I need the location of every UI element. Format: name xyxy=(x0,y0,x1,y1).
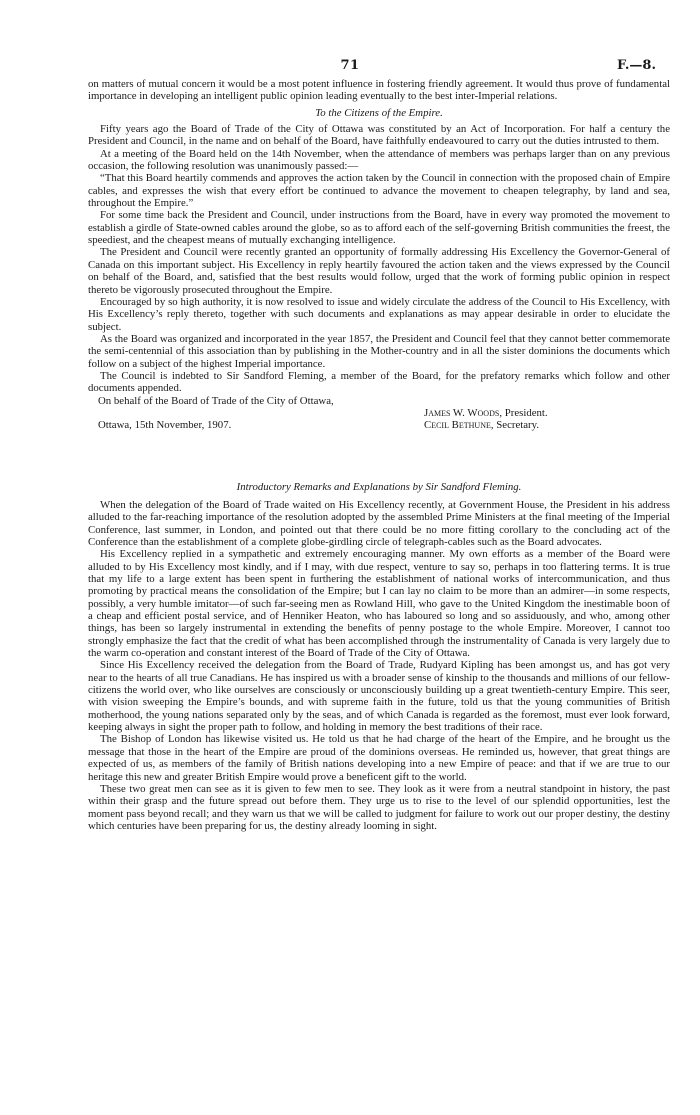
section-heading-citizens: To the Citizens of the Empire. xyxy=(315,106,443,119)
page-number: 71 xyxy=(340,58,360,73)
signatory-president: James W. Woods, President. xyxy=(424,406,548,419)
paragraph: As the Board was organized and incorporated in the year 1857, the President and Council feel that they cannot better commemorate the semi-centennial of this association than by publishing in the Mother-country and in all the sister dominions the documents which follow on a subject of the highest Imperial importance. xyxy=(88,332,670,370)
paragraph: on matters of mutual concern it would be a most potent influence in fostering friendly agreement. It would thus prove of fundamental importance in developing an intelligent public opinion leading eventually to the best inter-Imperial relations. xyxy=(88,78,670,103)
signatory-name: James W. Woods xyxy=(424,406,500,419)
paragraph: When the delegation of the Board of Trade waited on His Excellency recently, at Government House, the President in his address alluded to the far-reaching importance of the resolution adopted by the assembled Prime Ministers at the final meeting of the Imperial Conference, last summer, in London, and pointed out that there could be no more fitting corollary to the concluding act of the Conference than the establishment of a complete globe-girdling circle of telegraph-cables such as the Board advocates. xyxy=(88,498,670,548)
section-heading-introductory: Introductory Remarks and Explanations by Sir Sandford Fleming. xyxy=(236,480,522,493)
paragraph: The Council is indebted to Sir Sandford Fleming, a member of the Board, for the prefatory remarks which follow and other documents appended. xyxy=(88,369,670,395)
paragraph: These two great men can see as it is given to few men to see. They look as it were from a neutral standpoint in history, the past within their grasp and the future spread out before them. They urge us to rise to the level of our splendid opportunities, lest the moment pass beyond recall; and they warn us that we will be called to judgment for failure to work out our proper destiny, the destiny which centuries have been preparing for us, the destiny already looming in sight. xyxy=(88,782,670,832)
signatory-role: Secretary. xyxy=(496,419,540,432)
document-id: F.—8. xyxy=(616,58,656,73)
signatory-role: President. xyxy=(504,406,548,419)
place-date: Ottawa, 15th November, 1907. xyxy=(98,418,232,431)
signatories xyxy=(424,407,548,432)
on-behalf-line: On behalf of the Board of Trade of the City of Ottawa, xyxy=(98,394,334,407)
signatory-name: Cecil Bethune xyxy=(424,419,491,432)
paragraph: His Excellency replied in a sympathetic and extremely encouraging manner. My own efforts as a member of the Board were alluded to by His Excellency most kindly, and if I may, with due respect, venture to say so, perhaps in too flattering terms. It is true that my life to a large extent has been spent in furthering the establishment of national works of intercommunication, and thus promoting by practical means the consolidation of the Empire; but I can lay no claim to be more than an admirer—in some respects, possibly, a very humble imitator—of such far-seeing men as Rowland Hill, who gave to the United Kingdom the inestimable boon of a cheap and efficient postal service, and of Henniker Heaton, who has laboured so long and so assiduously, and who, among other things, has been so largely instrumental in extending the benefits of penny postage to the whole Empire. Moreover, I cannot too strongly emphasize the fact that the credit of what has been accomplished through the instrumentality of Canada is very largely due to the warm co-operation and constant interest of the Board of Trade of the City of Ottawa. xyxy=(88,548,670,660)
paragraph: The President and Council were recently granted an opportunity of formally addressing His Excellency the Governor-General of Canada on this important subject. His Excellency in reply heartily favoured the action taken and the views expressed by the Council on behalf of the Board, and, satisfied that the best results would follow, urged that the work of forming public opinion in respect thereto be vigorously prosecuted throughout the Empire. xyxy=(88,246,670,296)
paragraph: Since His Excellency received the delegation from the Board of Trade, Rudyard Kipling has been amongst us, and has got very near to the hearts of all true Canadians. He has inspired us with a broader sense of kinship to the thousands and millions of our fellow-citizens the world over, who like ourselves are consciously or unconsciously building up a great twentieth-century Empire. This seer, with vision sweeping the Empire’s bounds, and with supreme faith in the future, told us that the young communities of British motherhood, the young nations separated only by the seas, and of which Canada is regarded as the foremost, must ever look forward, keeping always in sight the proper path to follow, and holding in memory the best traditions of their race. xyxy=(88,659,670,734)
page-body xyxy=(88,78,670,832)
paragraph: Encouraged by so high authority, it is now resolved to issue and widely circulate the address of the Council to His Excellency, with His Excellency’s reply thereto, together with such documents and explanations as may appear desirable in order to elucidate the subject. xyxy=(88,295,670,333)
paragraph: The Bishop of London has likewise visited us. He told us that he had charge of the heart of the Empire, and he brought us the message that those in the heart of the Empire are proud of the dominions overseas. He reminded us, however, that great things are expected of us, as members of the family of British nations developing into a new Empire of peace: and that if we are true to our heritage this new and greater British Empire would prove a beneficent gift to the world. xyxy=(88,733,670,783)
resolution-quote: “That this Board heartily commends and approves the action taken by the Council in connection with the proposed chain of Empire cables, and expresses the wish that every effort be continued to advance the movement to cheapen telegraphy, by land and sea, throughout the Empire.” xyxy=(88,172,670,210)
paragraph: At a meeting of the Board held on the 14th November, when the attendance of members was perhaps larger than on any previous occasion, the following resolution was unanimously passed:— xyxy=(88,147,670,173)
paragraph: Fifty years ago the Board of Trade of the City of Ottawa was constituted by an Act of Incorporation. For half a century the President and Council, in the name and on behalf of the Board, have faithfully endeavoured to carry out the duties intrusted to them. xyxy=(88,123,670,148)
signatory-secretary: Cecil Bethune, Secretary. xyxy=(424,419,540,432)
signature-block xyxy=(88,395,670,435)
paragraph: For some time back the President and Council, under instructions from the Board, have in every way promoted the movement to establish a girdle of State-owned cables around the globe, so as to afford each of the self-governing British communities the freest, the speediest, and the cheapest means of mutually exchanging intelligence. xyxy=(88,209,670,247)
